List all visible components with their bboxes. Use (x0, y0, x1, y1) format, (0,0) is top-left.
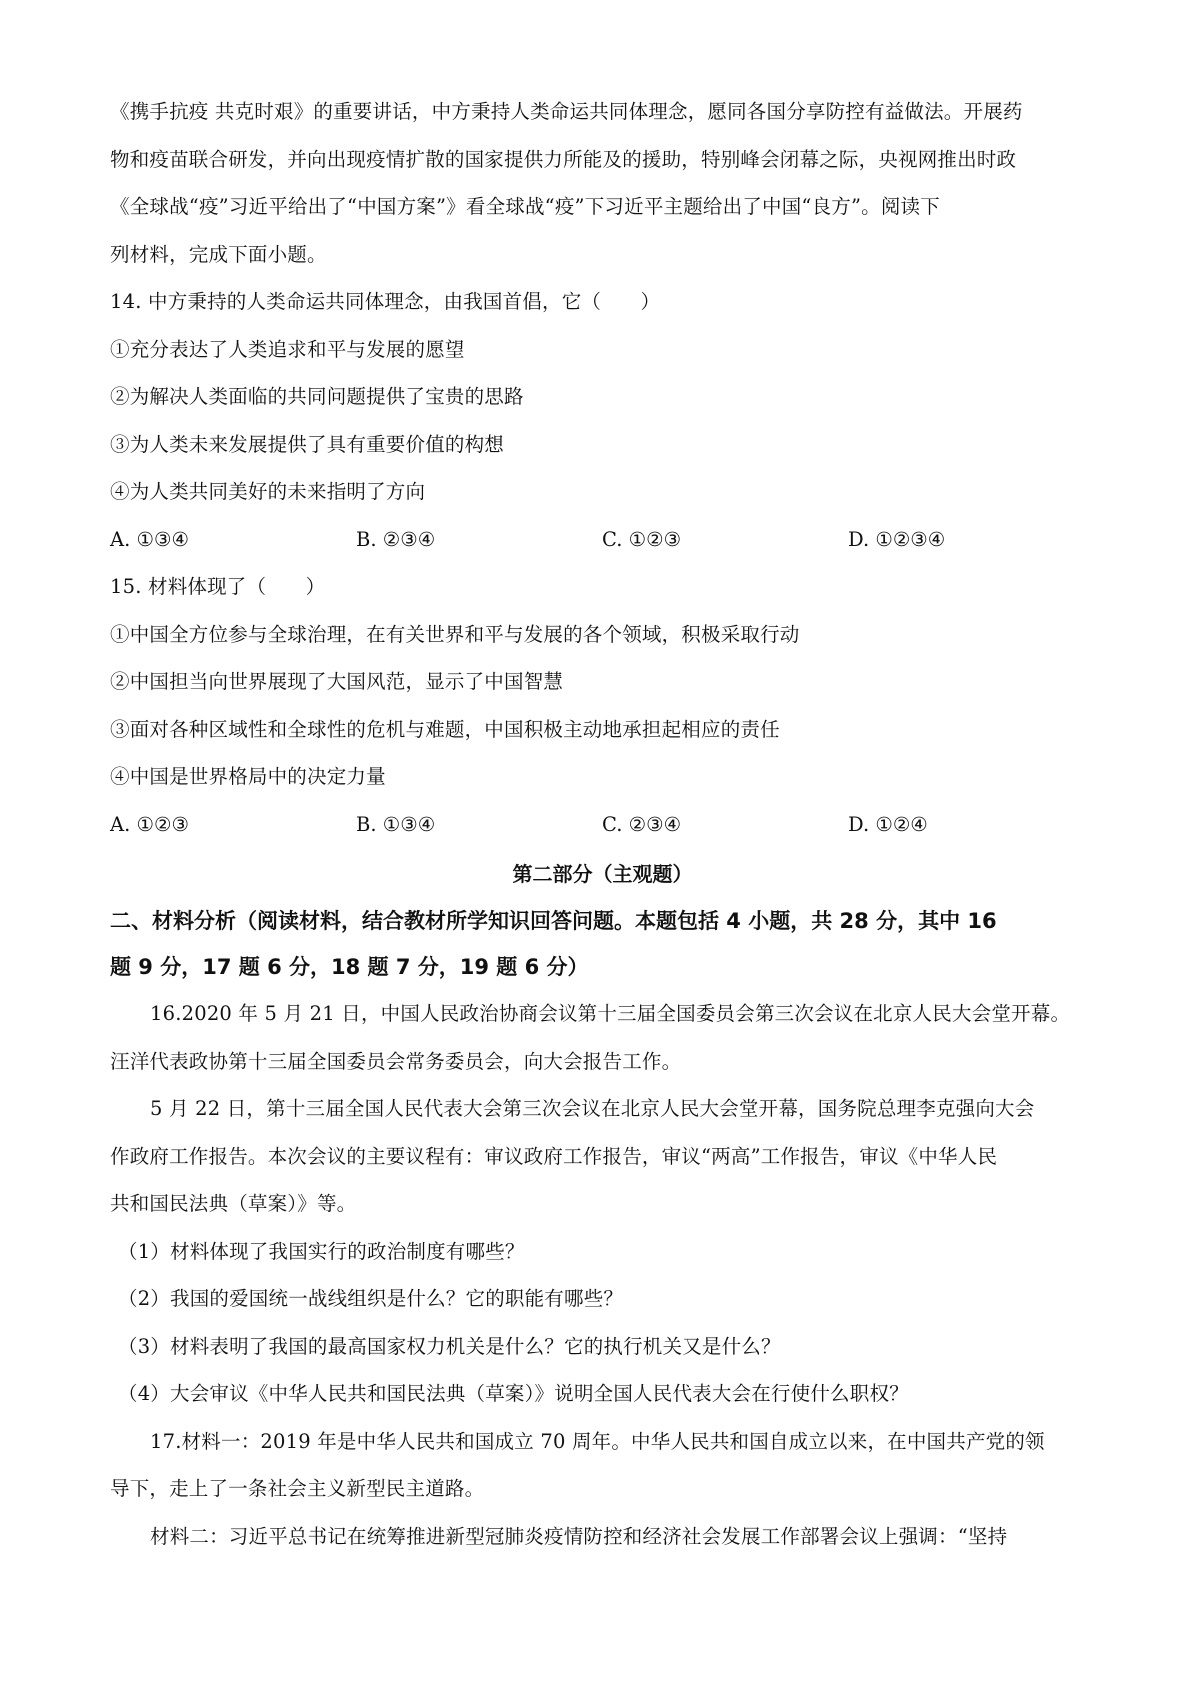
intro-line: 列材料，完成下面小题。 (110, 242, 327, 266)
intro-passage (110, 88, 1095, 278)
option-b[interactable]: B. ①③④ (356, 812, 436, 836)
answer-options (110, 516, 1095, 564)
option-a[interactable]: A. ①③④ (110, 527, 189, 551)
statement-item: ④为人类共同美好的未来指明了方向 (110, 480, 426, 503)
material-line: 导下，走上了一条社会主义新型民主道路。 (110, 1477, 485, 1500)
intro-line: 物和疫苗联合研发，并向出现疫情扩散的国家提供力所能及的援助，特别峰会闭幕之际，央视网推出时政 (110, 147, 1017, 171)
question-15 (110, 563, 1095, 848)
sub-question: （1）材料体现了我国实行的政治制度有哪些？ (118, 1239, 525, 1263)
material-line: 汪洋代表政协第十三届全国委员会常务委员会，向大会报告工作。 (110, 1049, 682, 1073)
material-line: 共和国民法典（草案）》等。 (110, 1192, 357, 1215)
option-a[interactable]: A. ①②③ (110, 812, 189, 836)
statement-item: ③面对各种区域性和全球性的危机与难题，中国积极主动地承担起相应的责任 (110, 717, 780, 741)
intro-line: 《携手抗疫 共克时艰》的重要讲话，中方秉持人类命运共同体理念，愿同各国分享防控有益做法。开展药 (110, 100, 1023, 123)
statement-item: ④中国是世界格局中的决定力量 (110, 765, 386, 788)
option-b[interactable]: B. ②③④ (356, 527, 436, 551)
question-stem: 15. 材料体现了（ ） (110, 575, 326, 598)
statement-item: ②中国担当向世界展现了大国风范，显示了中国智慧 (110, 670, 564, 693)
option-d[interactable]: D. ①②④ (848, 812, 928, 836)
statement-item: ②为解决人类面临的共同问题提供了宝贵的思路 (110, 385, 524, 408)
option-c[interactable]: C. ②③④ (602, 812, 682, 836)
exam-page (110, 88, 1095, 1560)
question-16 (110, 990, 1095, 1418)
sub-question: （3）材料表明了我国的最高国家权力机关是什么？它的执行机关又是什么？ (118, 1334, 781, 1358)
material-line: 5 月 22 日，第十三届全国人民代表大会第三次会议在北京人民大会堂开幕，国务院总理李克强向大会 (150, 1097, 1035, 1120)
section-heading-line: 二、材料分析（阅读材料，结合教材所学知识回答问题。本题包括 4 小题，共 28 分，其中 16 (110, 909, 997, 933)
material-line: 16.2020 年 5 月 21 日，中国人民政治协商会议第十三届全国委员会第三次会议在北京人民大会堂开幕。 (150, 1002, 1071, 1025)
question-14 (110, 278, 1095, 563)
answer-options (110, 801, 1095, 849)
material-line: 材料二：习近平总书记在统筹推进新型冠肺炎疫情防控和经济社会发展工作部署会议上强调：“坚持 (150, 1524, 1008, 1548)
option-d[interactable]: D. ①②③④ (848, 527, 946, 551)
part-title: 第二部分（主观题） (512, 862, 693, 886)
sub-question: （2）我国的爱国统一战线组织是什么？它的职能有哪些？ (118, 1287, 624, 1310)
statement-item: ①充分表达了人类追求和平与发展的愿望 (110, 337, 465, 361)
section-heading (110, 898, 1095, 990)
statement-item: ③为人类未来发展提供了具有重要价值的构想 (110, 432, 505, 456)
section-heading-line: 题 9 分，17 题 6 分，18 题 7 分，19 题 6 分） (110, 955, 589, 979)
material-line: 17.材料一：2019 年是中华人民共和国成立 70 周年。中华人民共和国自成立以来，在中国共产党的领 (150, 1429, 1045, 1453)
statement-item: ①中国全方位参与全球治理，在有关世界和平与发展的各个领域，积极采取行动 (110, 622, 800, 646)
material-line: 作政府工作报告。本次会议的主要议程有：审议政府工作报告，审议“两高”工作报告，审议《中华人民 (110, 1144, 998, 1168)
question-17 (110, 1418, 1095, 1561)
option-c[interactable]: C. ①②③ (602, 527, 682, 551)
intro-line: 《全球战“疫”习近平给出了“中国方案”》看全球战“疫”下习近平主题给出了中国“良方”。阅读下 (110, 195, 940, 218)
sub-question: （4）大会审议《中华人民共和国民法典（草案）》说明全国人民代表大会在行使什么职权？ (118, 1382, 909, 1405)
question-stem: 14. 中方秉持的人类命运共同体理念，由我国首倡，它（ ） (110, 290, 661, 313)
